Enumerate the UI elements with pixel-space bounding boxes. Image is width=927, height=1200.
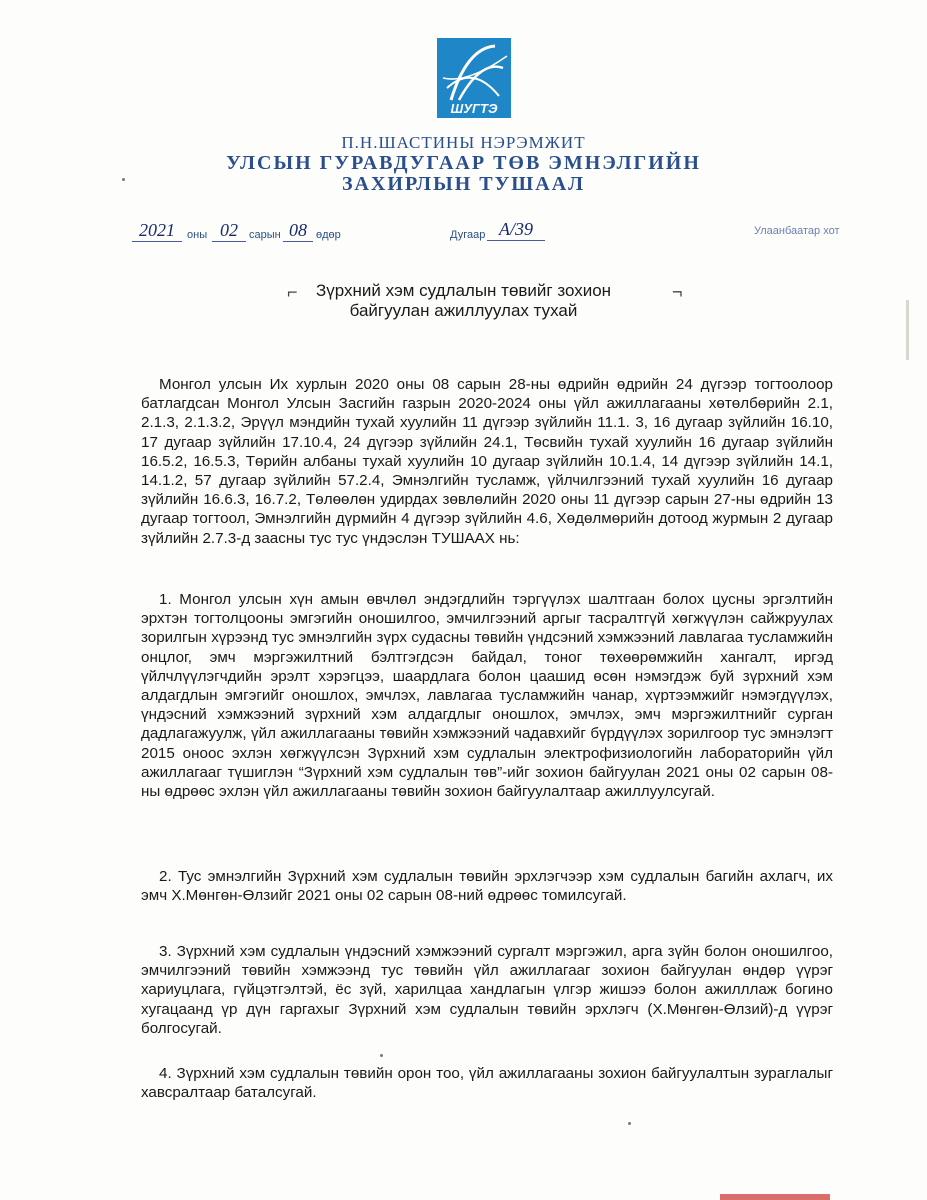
date-year-label: оны: [187, 229, 208, 241]
org-name-line1: П.Н.ШАСТИНЫ НЭРЭМЖИТ: [341, 133, 586, 152]
order-number: A/39: [487, 219, 545, 241]
logo-text: ШУГТЭ: [450, 101, 498, 116]
date-month-label: сарын: [249, 229, 281, 241]
date-day-label: өдөр: [316, 229, 341, 241]
date-month: 02: [212, 220, 246, 242]
title-bracket-left: ⌐: [287, 282, 298, 302]
order-item-2: [141, 867, 833, 905]
scan-speck: [380, 1054, 383, 1057]
scan-speck: [628, 1122, 631, 1125]
order-item-1-text: 1. Монгол улсын хүн амын өвчлөл эндэгдлийн тэргүүлэх шалтгаан болох цусны эргэлтийн эрхтэн тогтолцооны эмгэгийн оношилгоо, эмчилгээний аргыг тасралтгүй хөгжүүлэн сайжруулах зорилгын хүрээнд тус эмнэлгийн зүрх судасны төвийн үндсэний хэмжээний лавлагаа тусламжийн онцлог, эмч мэргэжилтний бэлтгэгдсэн байдал, тоног төхөөрөмжийн хангалт, иргэд үйлчлүүлэгчдийн эрэлт хэрэгцээ, шаардлага болон цаашид өсөн нэмэгдэж буй зүрхний хэм алдагдлын эмгэгийг оношлох, эмчлэх, лавлагаа тусламжийн чанар, хүртээмжийг нэмэгдүүлэх, үндэсний хэмжээний зүрхний хэм алдагдлыг оношлох, эмчлэх, эмч мэргэжилтнийг сурган дадлагажуулж, үйл ажиллагааны төвийн хэмжээний чадавхийг бүрдүүлэх зорилгоор тус эмнэлэгт 2015 оноос эхлэн хөгжүүлсэн Зүрхний хэм судлалын электрофизиологийн лабораторийн үйл ажиллагааг түшиглэн “Зүрхний хэм судлалын төв”-ийг зохион байгуулан 2021 оны 02 сарын 08-ны өдрөөс эхлэн үйл ажиллагааны төвийн зохион байгуулалтаар ажиллуулсугай.: [141, 591, 833, 801]
scan-edge-mark: [906, 300, 909, 360]
date-year: 2021: [132, 220, 182, 242]
order-item-4: [141, 1064, 833, 1102]
order-item-1: [141, 590, 833, 801]
order-item-3: [141, 942, 833, 1038]
order-title-line2: байгуулан ажиллуулах тухай: [349, 301, 578, 320]
scan-speck: [122, 178, 125, 181]
order-item-2-text: 2. Тус эмнэлгийн Зүрхний хэм судлалын төвийн эрхлэгчээр хэм судлалын багийн ахлагч, их эмч Х.Мөнгөн-Өлзийг 2021 оны 02 сарын 08-ний өдрөөс томилсугай.: [141, 868, 833, 905]
number-label: Дугаар: [450, 229, 486, 241]
hospital-logo: [437, 38, 511, 118]
logo-emblem-icon: [437, 38, 511, 118]
order-title-line1: Зүрхний хэм судлалын төвийг зохион: [315, 281, 612, 300]
title-bracket-right: ¬: [672, 282, 683, 302]
preamble-text: Монгол улсын Их хурлын 2020 оны 08 сарын 28-ны өдрийн өдрийн 24 дүгээр тогтоолоор батлагдсан Монгол Улсын Засгийн газрын 2020-2024 оны үйл ажиллагааны хөтөлбөрийн 2.1, 2.1.3, 2.1.3.2, Эрүүл мэндийн тухай хуулийн 11 дүгээр зүйлийн 11.1. 3, 16 дугаар зүйлийн 16.10, 17 дугаар зүйлийн 17.10.4, 24 дүгээр зүйлийн 24.1, Төсвийн тухай хуулийн 16 дугаар зүйлийн 16.5.2, 16.5.3, Төрийн албаны тухай хуулийн 10 дугаар зүйлийн 10.1.4, 14 дүгээр зүйлийн 14.1, 14.1.2, 57 дугаар зүйлийн 57.2.4, Эмнэлгийн тусламж, үйлчилгээний тухай хуулийн 16 дугаар зүйлийн 16.6.3, 16.7.2, Төлөөлөн удирдах зөвлөлийн 2020 оны 11 дүгээр сарын 27-ны өдрийн 13 дугаар тогтоол, Эмнэлгийн дүрмийн 4 дүгээр зүйлийн 4.6, Хөдөлмөрийн дотоод журмын 2 дугаар зүйлийн 2.7.3-д заасны тус тус үндэслэн ТУШААХ нь:: [141, 376, 833, 547]
document-type: ЗАХИРЛЫН ТУШААЛ: [341, 173, 586, 195]
preamble-paragraph: [141, 375, 833, 548]
red-stamp-edge: [720, 1194, 830, 1200]
city-label: Улаанбаатар хот: [754, 225, 840, 237]
order-item-4-text: 4. Зүрхний хэм судлалын төвийн орон тоо, үйл ажиллагааны зохион байгуулалтын зураглалыг хавсралтаар баталсугай.: [141, 1065, 833, 1102]
order-item-3-text: 3. Зүрхний хэм судлалын үндэсний хэмжээний сургалт мэргэжил, арга зүйн болон оношилгоо, эмчилгээний төвийн хэмжээнд тус төвийн үйл ажиллагааг зохион байгуулан өндөр үүрэг хариуцлага, гүйцэтгэлтэй, ёс зүй, харилцаа хандлагын үлгэр жишээ болон ажилллаж богино хугацаанд үр дүн гаргахыг Зүрхний хэм судлалын төвийн эрхлэгч (Х.Мөнгөн-Өлзий)-д үүрэг болгосугай.: [141, 943, 833, 1037]
org-name-line2: УЛСЫН ГУРАВДУГААР ТӨВ ЭМНЭЛГИЙН: [226, 152, 701, 174]
date-day: 08: [283, 220, 313, 242]
